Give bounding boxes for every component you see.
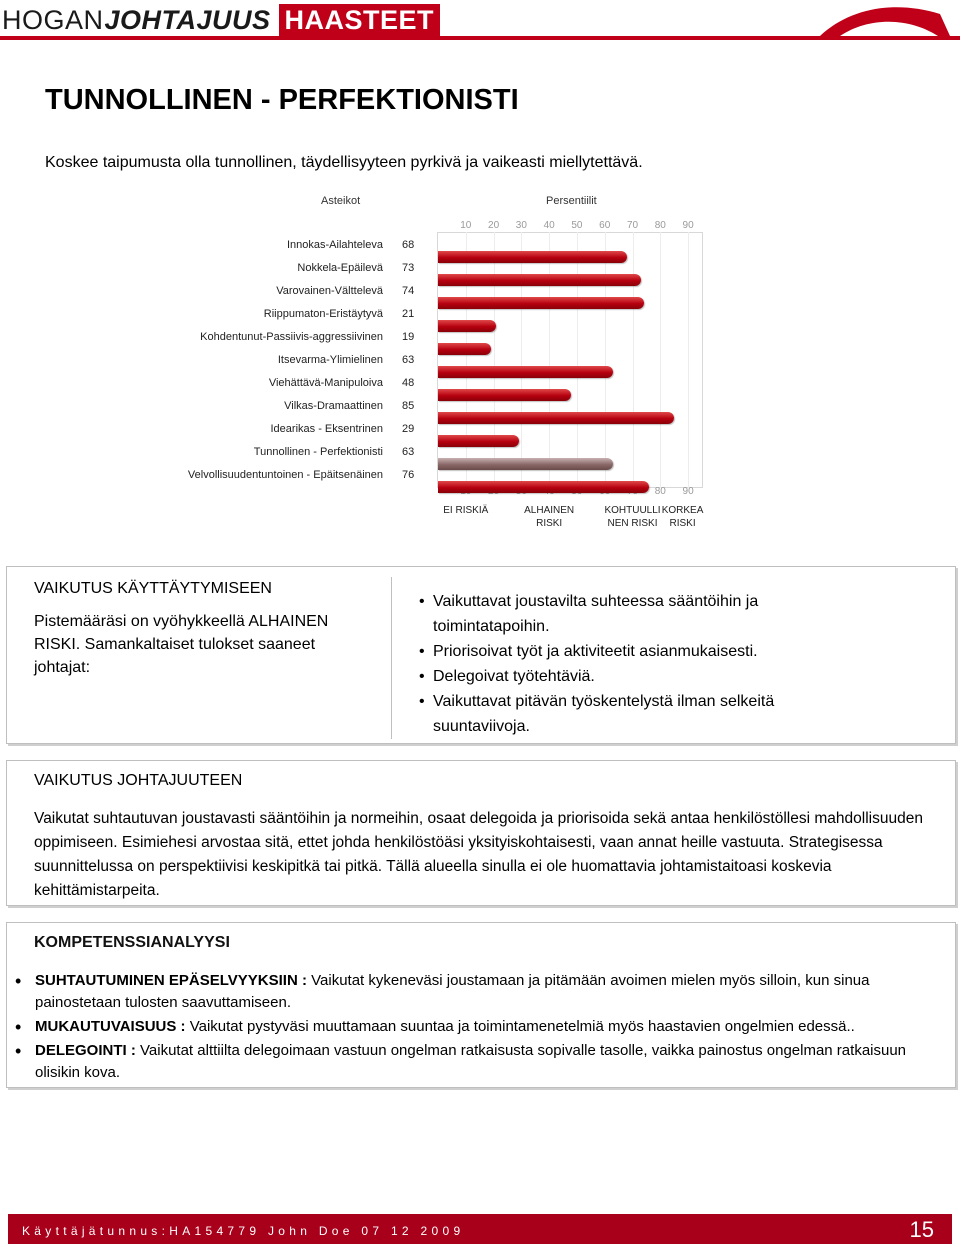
footer-user-id: Käyttäjätunnus:HA154779 John Doe 07 12 2009 [22, 1224, 465, 1238]
percentile-bar [438, 297, 644, 309]
scale-label: Innokas-Ailahteleva [286, 239, 383, 251]
gridline [688, 232, 689, 488]
percentile-bar [438, 343, 491, 355]
behavior-text: Pistemääräsi on vyöhykkeellä ALHAINEN RISKI. Samankaltaiset tulokset saaneet johtajat: [34, 613, 329, 676]
intro-text: Koskee taipumusta olla tunnollinen, täydellisyyteen pyrkivä ja vaikeasti miellytettävä. [45, 154, 643, 171]
top-tick-label: 60 [599, 220, 611, 231]
bottom-tick-label: 80 [654, 486, 666, 497]
score-label: 85 [402, 400, 415, 412]
brand-part-haasteet: HAASTEET [279, 4, 441, 36]
top-tick-label: 90 [682, 220, 694, 231]
competence-item [11, 1016, 941, 1038]
score-label: 29 [402, 423, 415, 435]
top-tick-label: 30 [515, 220, 527, 231]
brand-part-hogan: HOGAN [2, 4, 104, 35]
risk-zone-label: EI RISKIÄ [443, 505, 489, 516]
scales-column-header: Asteikot [321, 195, 361, 207]
list-item: • Priorisoivat työt ja aktiviteetit asianmukaisesti. [419, 639, 839, 664]
scale-label: Itsevarma-Ylimielinen [277, 354, 383, 366]
competence-label: MUKAUTUVAISUUS : [35, 1018, 186, 1035]
scale-label: Nokkela-Epäilevä [297, 262, 383, 274]
gridline [549, 232, 550, 488]
gridline [494, 232, 495, 488]
scale-label: Tunnollinen - Perfektionisti [253, 446, 383, 458]
score-label: 76 [402, 469, 415, 481]
competence-analysis-panel [6, 922, 956, 1088]
competence-label: SUHTAUTUMINEN EPÄSELVYYKSIIN : [35, 972, 307, 989]
percentile-bar [438, 251, 627, 263]
scale-label: Kohdentunut-Passiivis-aggressiivinen [200, 331, 383, 343]
plot-frame [437, 232, 703, 488]
gridline [521, 232, 522, 488]
gridline [466, 232, 467, 488]
scale-label: Varovainen-Välttelevä [276, 285, 383, 297]
competence-text: Vaikutat alttiilta delegoimaan vastuun ongelman ratkaisusta sopivalle tasolle, vaikka painostus ongelman ratkaisuun olisikin kova. [35, 1042, 907, 1081]
brand-swoosh-icon [800, 0, 960, 40]
gridline [633, 232, 634, 488]
score-label: 63 [402, 354, 415, 366]
leadership-title: VAIKUTUS JOHTAJUUTEEN [34, 772, 243, 789]
leadership-text: Vaikutat suhtautuvan joustavasti sääntöihin ja normeihin, osaat delegoida ja priorisoida sekä antaa henkilöstöllesi mahdollisuuden oppimiseen. Esimiehesi arvostaa sitä, ettet johda henkilöstöäsi yksityiskohtaisesti, vaan annat heille vastuuta. Strategisessa suunnittelussa on perspektiivisi keskipitkä tai pitkä. Tällä alueella sinulla ei ole huomattavia johtamistaitoasi koskevia kehittämistarpeita. [34, 810, 923, 899]
brand-part-johtajuus: JOHTAJUUS [104, 4, 271, 35]
score-label: 19 [402, 331, 415, 343]
list-item: • Vaikuttavat joustavilta suhteessa sääntöihin ja toimintatapoihin. [419, 589, 839, 639]
scale-label: Vilkas-Dramaattinen [284, 400, 383, 412]
percentile-bar [438, 412, 674, 424]
score-label: 74 [402, 285, 415, 297]
panel-divider [391, 577, 392, 739]
top-tick-label: 50 [571, 220, 583, 231]
scale-label: Riippumaton-Eristäytyvä [263, 308, 383, 320]
competence-text: Vaikutat kykeneväsi joustamaan ja pitämään avoimen mielen myös silloin, kun sinua painostetaan tulosten saavuttamiseen. [35, 972, 870, 1011]
top-tick-label: 80 [654, 220, 666, 231]
leadership-impact-panel [6, 760, 956, 906]
score-label: 68 [402, 239, 415, 251]
percentile-bar [438, 435, 519, 447]
page-number: 15 [909, 1217, 934, 1242]
percentile-bar [438, 458, 613, 470]
percentile-bar [438, 366, 613, 378]
risk-zone-label: KOHTUULLI NEN RISKI [604, 505, 661, 529]
percentile-bar [438, 481, 649, 493]
behavior-title: VAIKUTUS KÄYTTÄYTYMISEEN [34, 580, 272, 597]
percentile-chart [187, 190, 720, 540]
bottom-tick-label: 90 [682, 486, 694, 497]
competence-item [11, 970, 941, 1014]
score-label: 48 [402, 377, 415, 389]
percentile-bar [438, 389, 571, 401]
top-tick-label: 40 [543, 220, 555, 231]
scale-label: Viehättävä-Manipuloiva [268, 377, 383, 389]
risk-zone-label: ALHAINEN RISKI [524, 505, 575, 529]
gridline [577, 232, 578, 488]
score-label: 21 [402, 308, 415, 320]
footer-bar [8, 1214, 952, 1244]
percentile-bar [438, 274, 641, 286]
list-item: • Vaikuttavat pitävän työskentelystä ilman selkeitä suuntaviivoja. [419, 689, 839, 739]
gridline [605, 232, 606, 488]
risk-zone-label: KORKEA RISKI [661, 505, 704, 529]
percentile-bar [438, 320, 496, 332]
list-item: • Delegoivat työtehtäviä. [419, 664, 839, 689]
gridline [660, 232, 661, 488]
score-label: 63 [402, 446, 415, 458]
score-label: 73 [402, 262, 415, 274]
page-title: TUNNOLLINEN - PERFEKTIONISTI [45, 84, 519, 116]
top-tick-label: 20 [488, 220, 500, 231]
percentiles-column-header: Persentiilit [546, 195, 597, 207]
competence-label: DELEGOINTI : [35, 1042, 136, 1059]
behavior-list [419, 589, 839, 739]
top-tick-label: 70 [626, 220, 639, 231]
behavior-impact-panel [6, 566, 956, 744]
competence-item [11, 1040, 941, 1084]
competence-title: KOMPETENSSIANALYYSI [34, 934, 230, 951]
scale-label: Velvollisuudentuntoinen - Epäitsenäinen [187, 469, 383, 481]
competence-text: Vaikutat pystyväsi muuttamaan suuntaa ja toimintamenetelmiä myös haastavien ongelmien edessä.. [185, 1018, 855, 1035]
scale-label: Idearikas - Eksentrinen [270, 423, 383, 435]
brand-logo [2, 4, 440, 36]
behavior-summary [34, 580, 364, 679]
top-tick-label: 10 [460, 220, 472, 231]
header-divider [0, 36, 960, 40]
competence-list [11, 970, 941, 1086]
